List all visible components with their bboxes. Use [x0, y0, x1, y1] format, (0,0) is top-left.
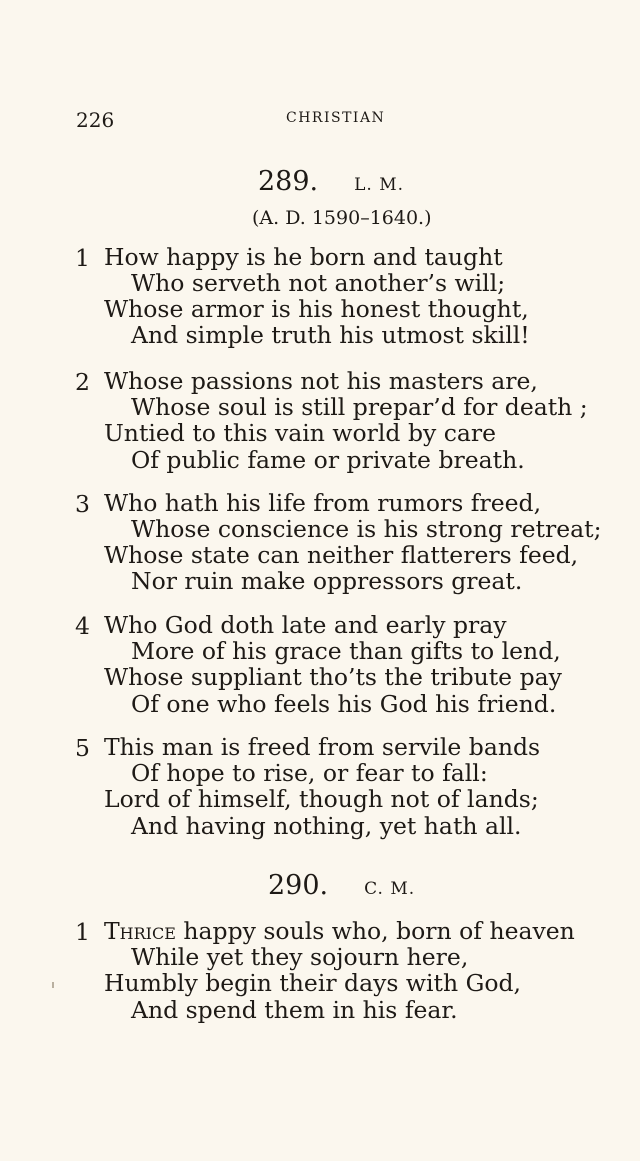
verse-line: How happy is he born and taught: [104, 243, 503, 271]
verse-line: Whose conscience is his strong retreat;: [131, 515, 602, 543]
verse-line: Who God doth late and early pray: [104, 611, 507, 639]
first-line-rest: happy souls who, born of heaven: [175, 917, 575, 945]
hymn-meter: C. M.: [364, 879, 416, 899]
stanza-number: 3: [75, 490, 90, 518]
stanza-number: 4: [75, 612, 90, 640]
verse-line: And simple truth his utmost skill!: [131, 321, 530, 349]
verse-line: Of hope to rise, or fear to fall:: [131, 759, 488, 787]
verse-line: And spend them in his fear.: [131, 996, 458, 1024]
verse-line: More of his grace than gifts to lend,: [131, 637, 561, 665]
verse-line: Of public fame or private breath.: [131, 446, 525, 474]
hymn-289-date: (A. D. 1590–1640.): [252, 207, 432, 229]
verse-line: Who serveth not another’s will;: [131, 269, 506, 297]
verse-line: Whose armor is his honest thought,: [104, 295, 529, 323]
stanza-number: 1: [75, 918, 90, 946]
verse-line: Whose passions not his masters are,: [104, 367, 538, 395]
verse-line: [104, 918, 575, 944]
verse-line: Whose soul is still prepar’d for death ;: [131, 393, 588, 421]
hymn-meter: L. M.: [354, 175, 405, 195]
verse-line: This man is freed from servile bands: [104, 733, 541, 761]
stanza-number: 1: [75, 244, 90, 272]
page-number: 226: [76, 108, 115, 132]
verse-line: Nor ruin make oppressors great.: [131, 567, 523, 595]
verse-line: And having nothing, yet hath all.: [131, 812, 522, 840]
running-head: CHRISTIAN: [286, 110, 386, 126]
stanza-number: 2: [75, 368, 90, 396]
verse-line: Untied to this vain world by care: [104, 419, 497, 447]
verse-line: Humbly begin their days with God,: [104, 969, 522, 997]
hymn-number: 289.: [258, 166, 319, 197]
verse-line: Lord of himself, though not of lands;: [104, 785, 539, 813]
verse-line: While yet they sojourn here,: [131, 943, 469, 971]
hymn-number: 290.: [268, 870, 329, 901]
verse-line: Of one who feels his God his friend.: [131, 690, 557, 718]
stanza-number: 5: [75, 734, 90, 762]
hymn-289-heading: [258, 166, 404, 197]
first-word: Thrice: [104, 917, 176, 945]
verse-line: Who hath his life from rumors freed,: [104, 489, 542, 517]
verse-line: Whose state can neither flatterers feed,: [104, 541, 579, 569]
verse-line: Whose suppliant tho’ts the tribute pay: [104, 663, 562, 691]
paper-speck: [52, 982, 54, 988]
hymn-290-heading: [268, 870, 415, 901]
